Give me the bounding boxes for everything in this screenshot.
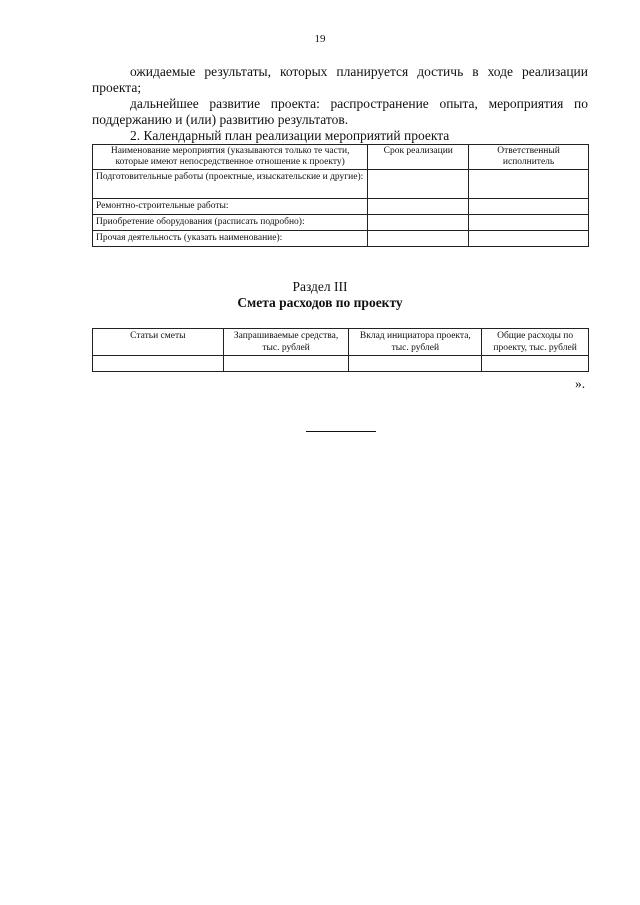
column-header-term: Срок реализации [368,145,469,170]
budget-table [92,328,589,372]
table-header-row [93,145,589,170]
term-cell [368,215,469,231]
expected-results-paragraph: ожидаемые результаты, которых планируется достичь в ходе реализации проекта; [92,64,588,95]
page-number: 19 [314,33,326,45]
activity-cell: Прочая деятельность (указать наименование): [93,231,368,247]
divider-line [306,431,376,432]
activity-cell: Ремонтно-строительные работы: [93,199,368,215]
column-header-total-expenses: Общие расходы по проекту, тыс. рублей [482,329,589,356]
section-label: Раздел III [292,279,348,294]
table-row [93,231,589,247]
budget-item-cell [93,356,224,372]
closing-quote: ». [575,376,586,391]
column-header-requested-funds: Запрашиваемые средства, тыс. рублей [223,329,349,356]
column-header-budget-item: Статьи сметы [93,329,224,356]
table-header-row [93,329,589,356]
term-cell [368,170,469,199]
executor-cell [469,231,589,247]
section-title: Смета расходов по проекту [237,295,403,310]
table-row [93,356,589,372]
table-row [93,170,589,199]
table-row [93,215,589,231]
executor-cell [469,215,589,231]
further-development-paragraph: дальнейшее развитие проекта: распространение опыта, мероприятия по поддержанию и (или) развитию результатов. [92,96,588,127]
requested-funds-cell [223,356,349,372]
table-row [93,199,589,215]
column-header-initiator-contribution: Вклад инициатора проекта, тыс. рублей [349,329,482,356]
column-header-executor: Ответственный исполнитель [469,145,589,170]
calendar-plan-heading: 2. Календарный план реализации мероприятий проекта [130,128,450,143]
activity-cell: Приобретение оборудования (расписать подробно): [93,215,368,231]
term-cell [368,199,469,215]
term-cell [368,231,469,247]
total-expenses-cell [482,356,589,372]
initiator-contribution-cell [349,356,482,372]
column-header-activity: Наименование мероприятия (указываются только те части, которые имеют непосредственное отношение к проекту) [93,145,368,170]
activity-cell: Подготовительные работы (проектные, изыскательские и другие): [93,170,368,199]
executor-cell [469,170,589,199]
calendar-plan-table [92,144,589,247]
executor-cell [469,199,589,215]
